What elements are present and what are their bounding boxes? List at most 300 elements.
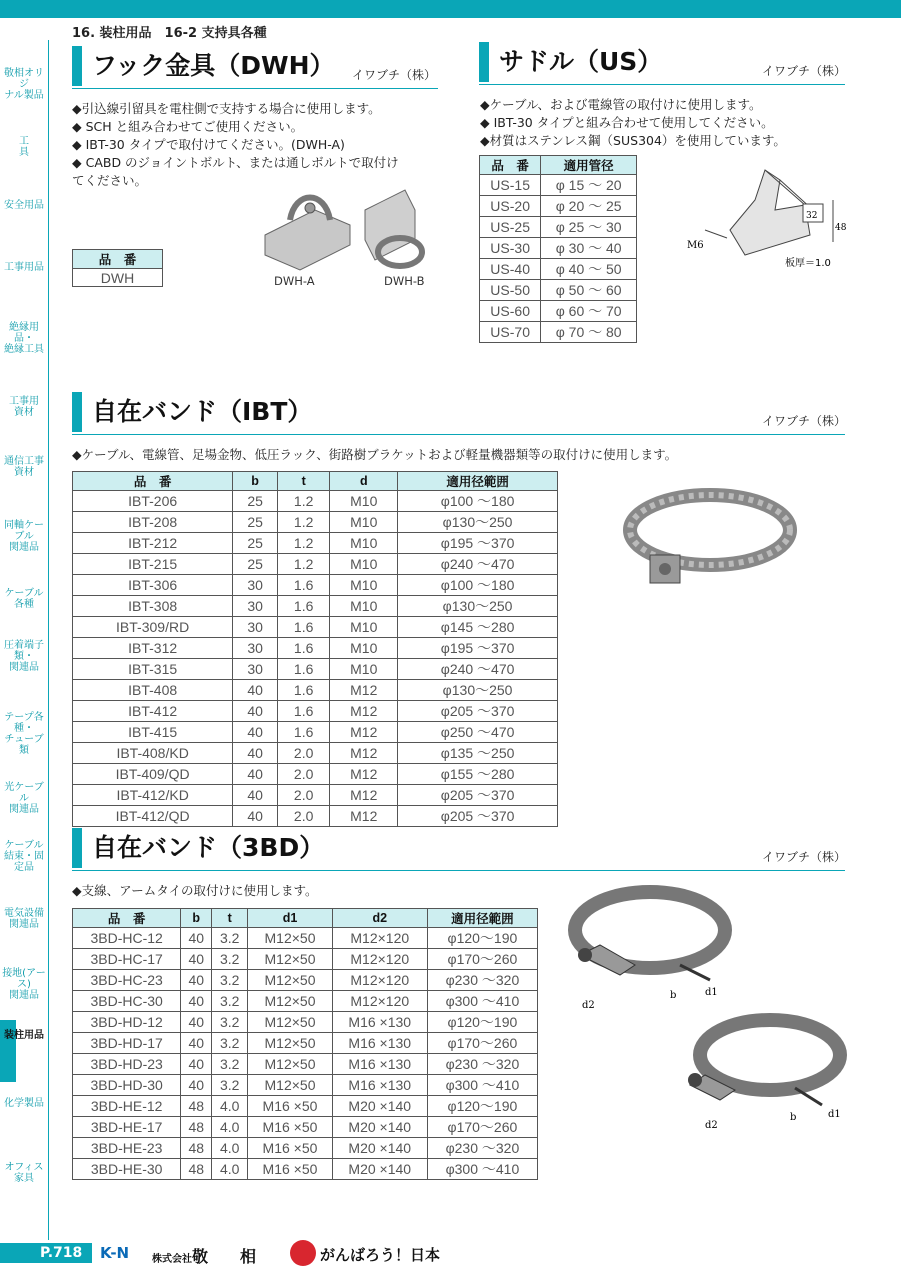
- table-cell: M20 ×140: [332, 1096, 427, 1117]
- table-cell: M20 ×140: [332, 1159, 427, 1180]
- 3bd-d1-label-1: d1: [705, 987, 718, 998]
- table-cell: 30: [233, 617, 278, 638]
- table-cell: M12×120: [332, 928, 427, 949]
- table-row: [73, 533, 558, 554]
- table-cell: M12×50: [248, 1012, 332, 1033]
- sidebar-item-label: 絶縁用品・: [9, 322, 39, 344]
- sidebar-item-label: チューブ類: [4, 734, 44, 756]
- table-row: [73, 1075, 538, 1096]
- table-cell: φ130～250: [398, 596, 558, 617]
- sidebar-item-label: 資材: [14, 467, 34, 478]
- table-cell: 3.2: [212, 991, 248, 1012]
- table-cell: 25: [233, 491, 278, 512]
- table-cell: IBT-212: [73, 533, 233, 554]
- table-cell: 4.0: [212, 1159, 248, 1180]
- table-row: [480, 196, 637, 217]
- table-cell: IBT-308: [73, 596, 233, 617]
- table-cell: φ300 ～410: [427, 1159, 537, 1180]
- table-cell: φ170～260: [427, 1117, 537, 1138]
- dwh-b-image: [365, 190, 422, 266]
- table-cell: φ100 ～180: [398, 575, 558, 596]
- table-row: [73, 512, 558, 533]
- sidebar-item[interactable]: [0, 520, 48, 553]
- sidebar-item-label: 関連品: [9, 662, 39, 673]
- sidebar-item-label: 接地(アース): [2, 968, 46, 990]
- table-cell: 40: [181, 1012, 212, 1033]
- table-cell: φ230 ～320: [427, 970, 537, 991]
- table-cell: 40: [181, 970, 212, 991]
- 3bd-description: [72, 882, 318, 900]
- table-cell: 1.6: [277, 617, 329, 638]
- table-cell: 40: [181, 1033, 212, 1054]
- table-cell: 3.2: [212, 928, 248, 949]
- sidebar-item[interactable]: [0, 200, 48, 211]
- table-cell: φ 60 ～ 70: [541, 301, 637, 322]
- table-cell: 3.2: [212, 1012, 248, 1033]
- ibt-product-photo: [620, 475, 800, 605]
- 3bd-title: 自在バンド（3BD）: [92, 833, 325, 862]
- table-row: [73, 554, 558, 575]
- column-header: b: [233, 472, 278, 491]
- table-cell: 40: [233, 743, 278, 764]
- description-line: てください。: [72, 173, 148, 188]
- table-cell: 3BD-HD-12: [73, 1012, 181, 1033]
- sidebar-item[interactable]: [0, 968, 48, 1001]
- table-cell: US-50: [480, 280, 541, 301]
- sidebar-item-label: 関連品: [9, 804, 39, 815]
- sidebar-item-label: 電気設備: [4, 908, 44, 919]
- table-row: [73, 269, 163, 287]
- table-cell: 2.0: [277, 764, 329, 785]
- table-cell: 2.0: [277, 806, 329, 827]
- table-cell: φ155 ～280: [398, 764, 558, 785]
- description-line: ◆ IBT-30 タイプと組み合わせて使用してください。: [480, 115, 774, 130]
- table-cell: M16 ×130: [332, 1033, 427, 1054]
- table-row: [73, 1096, 538, 1117]
- table-row: [73, 991, 538, 1012]
- sidebar-item-label: 関連品: [9, 919, 39, 930]
- table-row: [73, 1138, 538, 1159]
- table-cell: US-70: [480, 322, 541, 343]
- table-cell: 3BD-HD-17: [73, 1033, 181, 1054]
- table-cell: φ230 ～320: [427, 1138, 537, 1159]
- table-cell: 40: [233, 701, 278, 722]
- sidebar-item[interactable]: [0, 396, 48, 418]
- us-drawing-m6: M6: [687, 240, 704, 251]
- table-cell: IBT-312: [73, 638, 233, 659]
- table-cell: IBT-215: [73, 554, 233, 575]
- table-row: [73, 680, 558, 701]
- table-cell: 40: [181, 949, 212, 970]
- table-cell: 3.2: [212, 970, 248, 991]
- table-cell: M12×120: [332, 970, 427, 991]
- sidebar-item-label: 光ケーブル: [4, 782, 44, 804]
- table-cell: φ 30 ～ 40: [541, 238, 637, 259]
- table-row: [73, 1012, 538, 1033]
- sidebar-item-label: 通信工事: [4, 456, 44, 467]
- table-cell: 40: [181, 928, 212, 949]
- sidebar-item-label: 化学製品: [4, 1098, 44, 1109]
- table-header-row: [73, 250, 163, 269]
- table-cell: M12: [330, 785, 398, 806]
- table-cell: DWH: [73, 269, 163, 287]
- 3bd-b-label-2: b: [790, 1112, 797, 1123]
- us-title: サドル（US）: [499, 47, 663, 76]
- dwh-maker: イワブチ（株）: [352, 68, 437, 82]
- 3bd-b-label-1: b: [670, 990, 677, 1001]
- description-line: ◆ IBT-30 タイプで取付けてください。(DWH-A): [72, 137, 345, 152]
- table-cell: 3.2: [212, 1033, 248, 1054]
- table-cell: 3.2: [212, 1054, 248, 1075]
- sidebar-item-label: ナル製品: [4, 90, 44, 101]
- table-cell: 1.6: [277, 680, 329, 701]
- table-cell: M12×50: [248, 991, 332, 1012]
- title-accent-bar: [72, 828, 82, 868]
- section-title-3bd: [72, 828, 324, 868]
- table-cell: M12: [330, 680, 398, 701]
- table-cell: M12×50: [248, 1075, 332, 1096]
- table-row: [73, 722, 558, 743]
- table-cell: 4.0: [212, 1138, 248, 1159]
- table-cell: 40: [233, 806, 278, 827]
- table-cell: φ 20 ～ 25: [541, 196, 637, 217]
- table-cell: 1.2: [277, 554, 329, 575]
- dwh-b-caption: DWH-B: [384, 274, 425, 288]
- sidebar-item[interactable]: [0, 456, 48, 478]
- m6-leader: [705, 230, 727, 238]
- column-header: 品 番: [73, 472, 233, 491]
- section-title-ibt: [72, 392, 312, 432]
- table-cell: 25: [233, 554, 278, 575]
- table-cell: φ195 ～370: [398, 638, 558, 659]
- table-cell: M12: [330, 701, 398, 722]
- sidebar-item[interactable]: [0, 136, 48, 158]
- table-cell: φ170～260: [427, 1033, 537, 1054]
- table-cell: 25: [233, 533, 278, 554]
- sidebar-item[interactable]: [0, 68, 48, 101]
- description-line: ◆ケーブル、および電線管の取付けに使用します。: [480, 97, 762, 112]
- sidebar-item[interactable]: [0, 640, 48, 673]
- table-cell: M16 ×130: [332, 1075, 427, 1096]
- table-cell: φ 25 ～ 30: [541, 217, 637, 238]
- table-cell: IBT-408: [73, 680, 233, 701]
- table-cell: US-20: [480, 196, 541, 217]
- column-header: d2: [332, 909, 427, 928]
- table-cell: M12×50: [248, 928, 332, 949]
- table-cell: M16 ×50: [248, 1138, 332, 1159]
- table-row: [480, 175, 637, 196]
- 3bd-maker: イワブチ（株）: [762, 850, 847, 864]
- table-cell: 48: [181, 1138, 212, 1159]
- table-cell: 3.2: [212, 949, 248, 970]
- 3bd-d2-label-2: d2: [705, 1120, 718, 1130]
- table-cell: 30: [233, 596, 278, 617]
- column-header: 品 番: [73, 909, 181, 928]
- dwh-description: [72, 100, 399, 190]
- sidebar-item[interactable]: [0, 1162, 48, 1184]
- 3bd-d2-label-1: d2: [582, 1000, 595, 1011]
- 3bd-product-photos: [560, 880, 860, 1130]
- table-cell: 2.0: [277, 743, 329, 764]
- table-row: [73, 970, 538, 991]
- table-cell: 3BD-HE-17: [73, 1117, 181, 1138]
- table-row: [73, 928, 538, 949]
- table-cell: 1.2: [277, 491, 329, 512]
- table-cell: M10: [330, 554, 398, 575]
- table-row: [73, 764, 558, 785]
- table-cell: 3BD-HC-12: [73, 928, 181, 949]
- us-drawing-dim48: 48: [835, 223, 847, 233]
- table-row: [73, 1159, 538, 1180]
- sidebar-item-label: 敬相オリジ: [4, 68, 44, 90]
- dwh-spec-table: [72, 249, 163, 287]
- table-cell: IBT-409/QD: [73, 764, 233, 785]
- table-cell: M10: [330, 575, 398, 596]
- table-row: [73, 638, 558, 659]
- table-cell: φ 50 ～ 60: [541, 280, 637, 301]
- table-cell: IBT-412: [73, 701, 233, 722]
- dwh-a-image: [265, 198, 350, 271]
- sidebar-item-label: オフィス: [4, 1162, 44, 1173]
- sidebar-item-label: ケーブル: [4, 588, 44, 599]
- table-cell: IBT-415: [73, 722, 233, 743]
- table-cell: IBT-208: [73, 512, 233, 533]
- table-cell: M12×120: [332, 991, 427, 1012]
- table-cell: 1.6: [277, 575, 329, 596]
- sidebar-item[interactable]: [0, 782, 48, 815]
- table-cell: 4.0: [212, 1096, 248, 1117]
- table-cell: 1.6: [277, 659, 329, 680]
- table-cell: M10: [330, 533, 398, 554]
- page-number: P.718: [40, 1245, 83, 1261]
- table-row: [480, 322, 637, 343]
- table-cell: 3BD-HC-30: [73, 991, 181, 1012]
- table-row: [73, 1117, 538, 1138]
- table-cell: 3BD-HE-12: [73, 1096, 181, 1117]
- table-cell: φ205 ～370: [398, 785, 558, 806]
- table-cell: M12×120: [332, 949, 427, 970]
- title-accent-bar: [479, 42, 489, 82]
- table-cell: M12: [330, 743, 398, 764]
- table-header-row: [480, 156, 637, 175]
- sidebar-item-label: 絶縁工具: [4, 344, 44, 355]
- table-cell: 40: [181, 1075, 212, 1096]
- table-cell: IBT-206: [73, 491, 233, 512]
- table-row: [73, 596, 558, 617]
- table-row: [73, 1033, 538, 1054]
- table-cell: φ170～260: [427, 949, 537, 970]
- description-line: ◆材質はステンレス鋼（SUS304）を使用しています。: [480, 133, 786, 148]
- table-cell: φ230 ～320: [427, 1054, 537, 1075]
- section-title-dwh: [72, 46, 335, 86]
- table-cell: 3BD-HD-23: [73, 1054, 181, 1075]
- table-cell: M16 ×130: [332, 1054, 427, 1075]
- sidebar-item[interactable]: [0, 840, 48, 873]
- table-cell: M12: [330, 806, 398, 827]
- ibt-spec-table: [72, 471, 558, 827]
- table-cell: φ120～190: [427, 1012, 537, 1033]
- ibt-maker: イワブチ（株）: [762, 414, 847, 428]
- us-maker: イワブチ（株）: [762, 64, 847, 78]
- table-cell: M12×50: [248, 1054, 332, 1075]
- table-cell: M16 ×50: [248, 1096, 332, 1117]
- table-cell: φ195 ～370: [398, 533, 558, 554]
- sidebar-item[interactable]: [0, 262, 48, 273]
- breadcrumb: 16. 装柱用品 16-2 支持具各種: [72, 26, 267, 41]
- table-cell: φ100 ～180: [398, 491, 558, 512]
- sidebar-item-label: 結束・固定品: [4, 851, 44, 873]
- table-cell: 3BD-HD-30: [73, 1075, 181, 1096]
- table-cell: 1.6: [277, 701, 329, 722]
- table-cell: IBT-408/KD: [73, 743, 233, 764]
- table-cell: M12: [330, 764, 398, 785]
- column-header: d: [330, 472, 398, 491]
- us-drawing: [685, 160, 850, 275]
- sidebar-item[interactable]: [0, 1098, 48, 1109]
- column-header: t: [277, 472, 329, 491]
- table-cell: φ 15 ～ 20: [541, 175, 637, 196]
- table-cell: 48: [181, 1096, 212, 1117]
- table-cell: φ240 ～470: [398, 554, 558, 575]
- table-row: [73, 806, 558, 827]
- table-cell: 1.6: [277, 638, 329, 659]
- top-accent-bar: [0, 0, 901, 18]
- table-row: [480, 259, 637, 280]
- table-row: [73, 491, 558, 512]
- 3bd-spec-table: [72, 908, 538, 1180]
- ibt-title: 自在バンド（IBT）: [92, 397, 313, 426]
- column-header: t: [212, 909, 248, 928]
- title-accent-bar: [72, 392, 82, 432]
- table-cell: 30: [233, 575, 278, 596]
- sidebar-item-label: ケーブル: [4, 840, 44, 851]
- table-cell: 40: [233, 722, 278, 743]
- sidebar-item[interactable]: [0, 908, 48, 930]
- table-cell: M10: [330, 491, 398, 512]
- table-header-row: [73, 909, 538, 928]
- table-row: [73, 1054, 538, 1075]
- table-cell: 2.0: [277, 785, 329, 806]
- table-cell: M12×50: [248, 949, 332, 970]
- column-header: 適用径範囲: [398, 472, 558, 491]
- table-cell: US-30: [480, 238, 541, 259]
- table-cell: 48: [181, 1159, 212, 1180]
- cherry-blossom-icon: [290, 1240, 316, 1266]
- table-cell: IBT-306: [73, 575, 233, 596]
- description-line: ◆引込線引留具を電柱側で支持する場合に使用します。: [72, 101, 381, 116]
- table-cell: 40: [181, 1054, 212, 1075]
- column-header: d1: [248, 909, 332, 928]
- ibt-description: [72, 446, 677, 464]
- table-cell: M10: [330, 596, 398, 617]
- dwh-product-photos: [255, 180, 455, 275]
- table-row: [480, 280, 637, 301]
- sidebar-item-label: テープ各種・: [4, 712, 44, 734]
- table-cell: 40: [233, 764, 278, 785]
- description-line: ◆ SCH と組み合わせてご使用ください。: [72, 119, 304, 134]
- sidebar-item-label: 関連品: [9, 990, 39, 1001]
- 3bd-image-2: [688, 1020, 841, 1130]
- table-row: [73, 617, 558, 638]
- column-header: 品 番: [73, 250, 163, 269]
- sidebar-item-label: 工事用: [9, 396, 39, 407]
- sidebar-item-label: 装柱用品: [4, 1030, 44, 1041]
- table-cell: φ300 ～410: [427, 991, 537, 1012]
- table-cell: 40: [181, 991, 212, 1012]
- table-cell: M20 ×140: [332, 1138, 427, 1159]
- slogan: がんばろう！日本: [320, 1246, 441, 1264]
- table-cell: 25: [233, 512, 278, 533]
- table-header-row: [73, 472, 558, 491]
- sidebar-item-label: 工: [19, 136, 29, 147]
- table-row: [73, 659, 558, 680]
- sidebar-item[interactable]: [0, 588, 48, 610]
- sidebar-item-label: 各種: [14, 599, 34, 610]
- table-cell: IBT-412/QD: [73, 806, 233, 827]
- column-header: 品 番: [480, 156, 541, 175]
- sidebar-item[interactable]: [0, 1030, 48, 1041]
- 3bd-rule: [72, 870, 845, 871]
- table-cell: M12×50: [248, 970, 332, 991]
- table-cell: US-40: [480, 259, 541, 280]
- us-drawing-thickness: 板厚＝1.0: [785, 258, 831, 269]
- table-cell: 3BD-HE-30: [73, 1159, 181, 1180]
- table-cell: M20 ×140: [332, 1117, 427, 1138]
- table-cell: 4.0: [212, 1117, 248, 1138]
- table-row: [480, 217, 637, 238]
- column-header: 適用管径: [541, 156, 637, 175]
- table-cell: M12×50: [248, 1033, 332, 1054]
- column-header: b: [181, 909, 212, 928]
- table-cell: IBT-309/RD: [73, 617, 233, 638]
- sidebar-item-label: 家具: [14, 1173, 34, 1184]
- dwh-title: フック金具（DWH）: [92, 51, 335, 80]
- table-cell: φ 70 ～ 80: [541, 322, 637, 343]
- table-cell: 30: [233, 659, 278, 680]
- table-cell: 48: [181, 1117, 212, 1138]
- table-cell: 30: [233, 638, 278, 659]
- sidebar-item-label: 関連品: [9, 542, 39, 553]
- table-row: [480, 301, 637, 322]
- table-cell: US-25: [480, 217, 541, 238]
- sidebar-divider: [48, 40, 49, 1240]
- sidebar-item-label: 資材: [14, 407, 34, 418]
- table-cell: 1.2: [277, 533, 329, 554]
- dwh-rule: [72, 88, 438, 89]
- table-row: [73, 743, 558, 764]
- sidebar-item[interactable]: [0, 322, 48, 355]
- table-cell: M16 ×50: [248, 1117, 332, 1138]
- table-cell: 3BD-HE-23: [73, 1138, 181, 1159]
- table-cell: M10: [330, 659, 398, 680]
- table-cell: 1.2: [277, 512, 329, 533]
- table-cell: φ130～250: [398, 512, 558, 533]
- table-cell: M16 ×50: [248, 1159, 332, 1180]
- company-prefix: 株式会社: [152, 1254, 192, 1265]
- description-line: ◆支線、アームタイの取付けに使用します。: [72, 883, 318, 898]
- table-cell: φ250 ～470: [398, 722, 558, 743]
- table-cell: φ120～190: [427, 1096, 537, 1117]
- table-cell: φ 40 ～ 50: [541, 259, 637, 280]
- table-cell: IBT-412/KD: [73, 785, 233, 806]
- table-cell: 3.2: [212, 1075, 248, 1096]
- table-cell: 40: [233, 785, 278, 806]
- table-cell: US-15: [480, 175, 541, 196]
- sidebar-item[interactable]: [0, 712, 48, 756]
- table-row: [480, 238, 637, 259]
- table-cell: M16 ×130: [332, 1012, 427, 1033]
- column-header: 適用径範囲: [427, 909, 537, 928]
